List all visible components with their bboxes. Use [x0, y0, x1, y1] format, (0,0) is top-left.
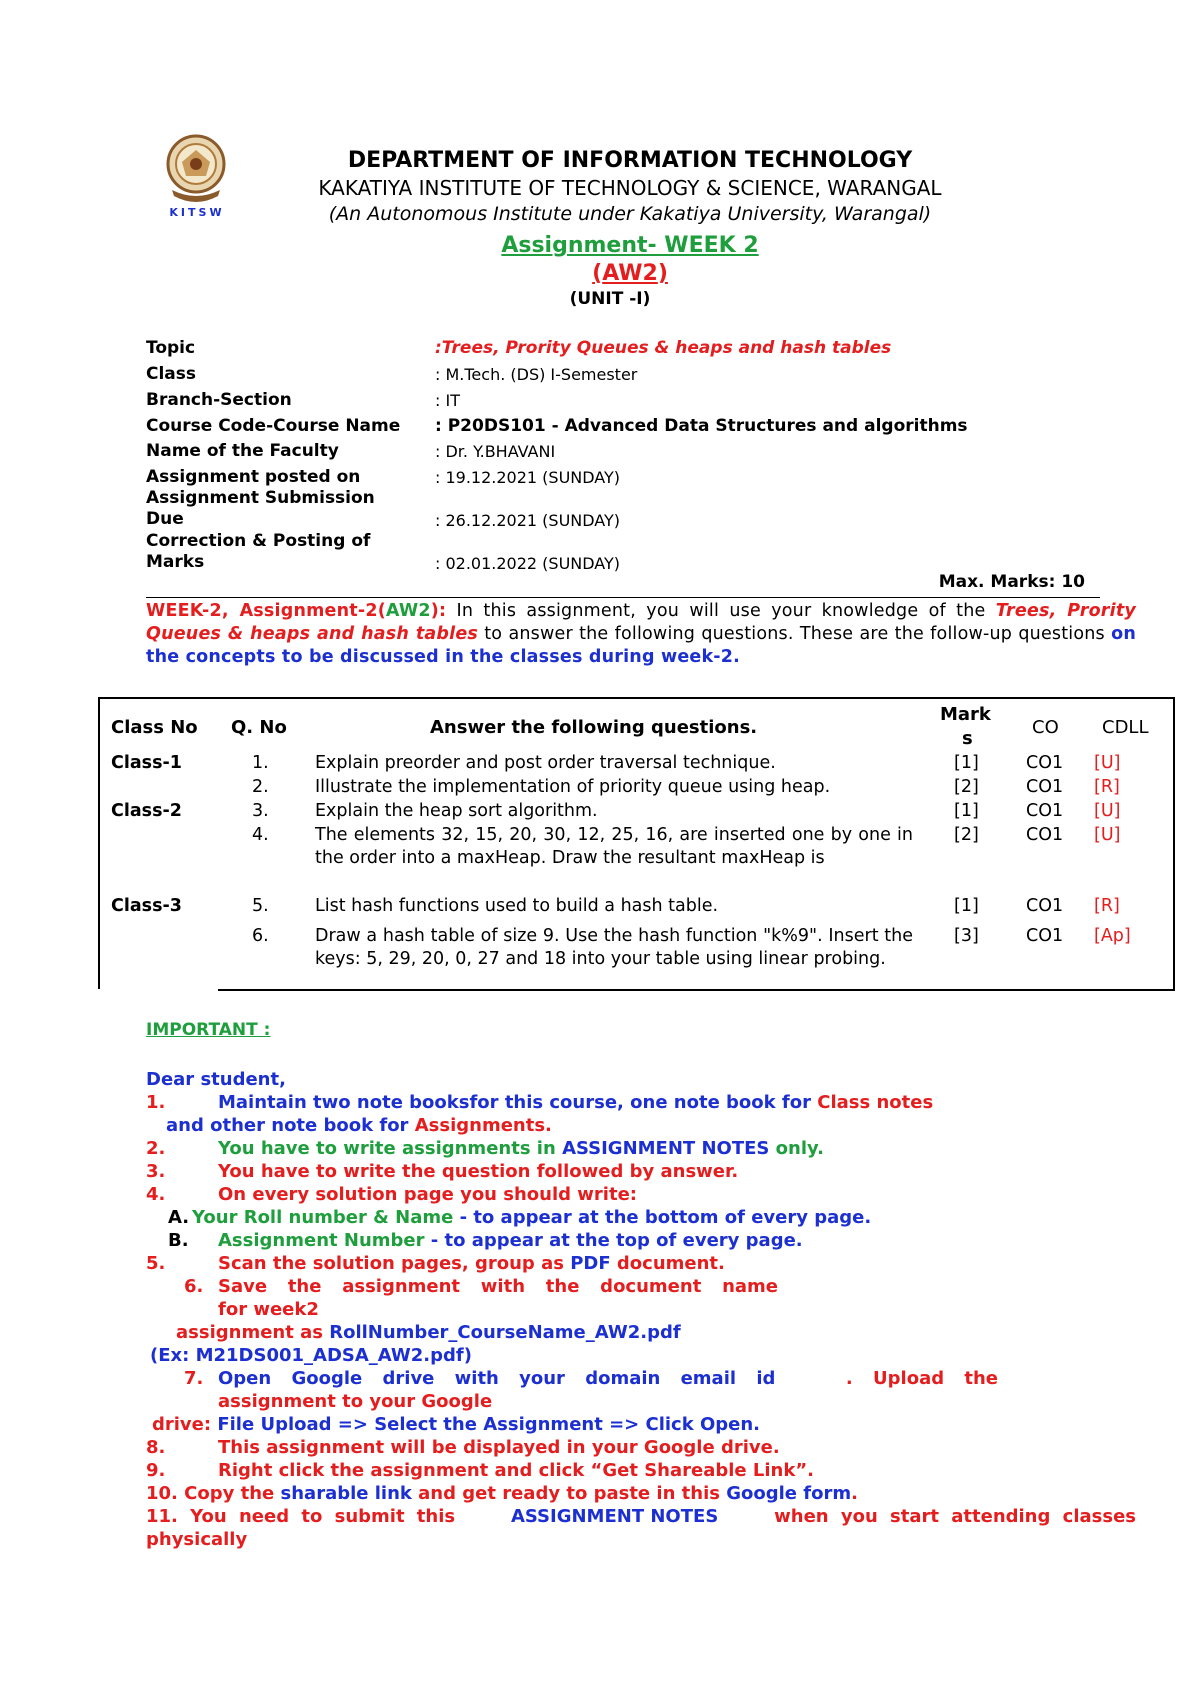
question-marks: [1] [954, 801, 979, 821]
logo-text: KITSW [169, 206, 225, 219]
important-heading: IMPORTANT : [146, 1020, 271, 1040]
question-text: Illustrate the implementation of priority queue using heap. [315, 777, 831, 797]
assignment-code: (AW2) [592, 261, 668, 286]
question-cdll: [U] [1094, 753, 1121, 773]
info-value-correction: : 02.01.2022 (SUNDAY) [435, 554, 621, 573]
intro-paragraph: WEEK-2, Assignment-2(AW2): In this assignment, you will use your knowledge of the Trees, Prority Queues & heaps and hash tables to answer the following questions. These are the follow-up questions on the concepts to be discussed in the classes during week-2. [146, 601, 1137, 667]
department-name: DEPARTMENT OF INFORMATION TECHNOLOGY [347, 148, 913, 173]
question-cdll: [R] [1094, 896, 1120, 916]
question-cdll: [Ap] [1094, 926, 1131, 946]
question-text: The elements 32, 15, 20, 30, 12, 25, 16, are inserted one by one in the order into a maxHeap. Draw the resultant maxHeap is [315, 825, 913, 868]
question-co: CO1 [1026, 896, 1064, 916]
instruction-1-cont: and other note book for Assignments. [166, 1115, 552, 1136]
info-value-branch: : IT [435, 391, 460, 410]
item-number: 1. [146, 1092, 166, 1113]
item-number: 2. [146, 1138, 166, 1159]
instruction-5: Scan the solution pages, group as PDF document. [218, 1253, 725, 1274]
class-label-3: Class-3 [111, 896, 182, 916]
divider [146, 597, 1100, 598]
instruction-7-cont: assignment to your Google [218, 1391, 493, 1412]
question-co: CO1 [1026, 801, 1064, 821]
question-text: Explain preorder and post order traversal technique. [315, 753, 776, 773]
header-marks-s: s [962, 728, 973, 749]
instruction-8: This assignment will be displayed in your Google drive. [218, 1437, 780, 1458]
header-marks: Mark [940, 704, 991, 725]
item-number: 3. [146, 1161, 166, 1182]
info-label-correction: Correction & Posting of Marks [146, 531, 371, 572]
instruction-6-filename: assignment as RollNumber_CourseName_AW2.pdf [176, 1322, 681, 1343]
info-label-faculty: Name of the Faculty [146, 441, 339, 461]
info-value-posted: : 19.12.2021 (SUNDAY) [435, 468, 621, 487]
item-number: 4. [146, 1184, 166, 1205]
greeting: Dear student, [146, 1069, 286, 1090]
header-class-no: Class No [111, 717, 198, 738]
instruction-6-example: (Ex: M21DS001_ADSA_AW2.pdf) [150, 1345, 472, 1366]
question-marks: [2] [954, 825, 979, 845]
question-co: CO1 [1026, 753, 1064, 773]
question-marks: [1] [954, 753, 979, 773]
question-co: CO1 [1026, 926, 1064, 946]
info-label-branch: Branch-Section [146, 390, 292, 410]
instruction-9: Right click the assignment and click “Get Shareable Link”. [218, 1460, 814, 1481]
q-number: 2. [252, 777, 269, 797]
item-letter: A. [168, 1207, 190, 1228]
info-label-due: Assignment Submission Due [146, 488, 375, 529]
instruction-4: On every solution page you should write: [218, 1184, 637, 1205]
class-label-1: Class-1 [111, 753, 182, 773]
item-number: 7. [184, 1368, 204, 1389]
question-cdll: [U] [1094, 801, 1121, 821]
item-number: 5. [146, 1253, 166, 1274]
instruction-4b: Assignment Number - to appear at the top of every page. [218, 1230, 803, 1251]
header-co: CO [1032, 717, 1059, 738]
info-value-due: : 26.12.2021 (SUNDAY) [435, 511, 621, 530]
header-cdll: CDLL [1102, 717, 1149, 738]
info-value-course: : P20DS101 - Advanced Data Structures and algorithms [435, 416, 968, 436]
item-number: 9. [146, 1460, 166, 1481]
assignment-title: Assignment- WEEK 2 [501, 233, 759, 258]
item-number: 8. [146, 1437, 166, 1458]
info-value-faculty: : Dr. Y.BHAVANI [435, 442, 556, 461]
question-marks: [3] [954, 926, 979, 946]
question-cdll: [R] [1094, 777, 1120, 797]
instruction-10: 10. Copy the sharable link and get ready to paste in this Google form. [146, 1483, 858, 1504]
question-marks: [2] [954, 777, 979, 797]
info-value-class: : M.Tech. (DS) I-Semester [435, 365, 638, 384]
item-number: 6. [184, 1276, 204, 1297]
q-number: 1. [252, 753, 269, 773]
info-label-topic: Topic [146, 338, 196, 358]
info-value-topic: :Trees, Prority Queues & heaps and hash tables [435, 338, 892, 358]
autonomous-note: (An Autonomous Institute under Kakatiya University, Warangal) [328, 203, 932, 225]
q-number: 6. [252, 926, 269, 946]
question-co: CO1 [1026, 777, 1064, 797]
table-bottom-rule [218, 989, 1175, 991]
header-question: Answer the following questions. [430, 717, 758, 738]
instruction-11-cont: physically [146, 1529, 248, 1550]
instruction-2: You have to write assignments in ASSIGNMENT NOTES only. [218, 1138, 824, 1159]
question-text: List hash functions used to build a hash table. [315, 896, 719, 916]
info-label-posted: Assignment posted on [146, 467, 361, 487]
info-label-class: Class [146, 364, 197, 384]
institute-name: KAKATIYA INSTITUTE OF TECHNOLOGY & SCIENCE, WARANGAL [318, 176, 942, 200]
instruction-6-cont: for week2 [218, 1299, 319, 1320]
instruction-11: 11. You need to submit this ASSIGNMENT NOTES when you start attending classes [146, 1506, 1136, 1527]
instruction-7-path: drive: File Upload => Select the Assignment => Click Open. [152, 1414, 761, 1435]
question-co: CO1 [1026, 825, 1064, 845]
q-number: 4. [252, 825, 269, 845]
class-label-2: Class-2 [111, 801, 182, 821]
instruction-4a: Your Roll number & Name - to appear at the bottom of every page. [192, 1207, 872, 1228]
question-text: Explain the heap sort algorithm. [315, 801, 598, 821]
item-letter: B. [168, 1230, 189, 1251]
q-number: 3. [252, 801, 269, 821]
unit-label: (UNIT -I) [569, 289, 651, 309]
instruction-1: Maintain two note booksfor this course, one note book for Class notes [218, 1092, 934, 1113]
instruction-6: Save the assignment with the document name [218, 1276, 778, 1297]
question-text: Draw a hash table of size 9. Use the hash function "k%9". Insert the keys: 5, 29, 20, 0, 27 and 18 into your table using linear probing. [315, 926, 913, 969]
instruction-7: Open Google drive with your domain email id . Upload the [218, 1368, 998, 1389]
header-q-no: Q. No [231, 717, 287, 738]
instruction-3: You have to write the question followed by answer. [218, 1161, 739, 1182]
question-marks: [1] [954, 896, 979, 916]
info-label-course: Course Code-Course Name [146, 416, 401, 436]
question-cdll: [U] [1094, 825, 1121, 845]
max-marks: Max. Marks: 10 [938, 572, 1085, 592]
q-number: 5. [252, 896, 269, 916]
